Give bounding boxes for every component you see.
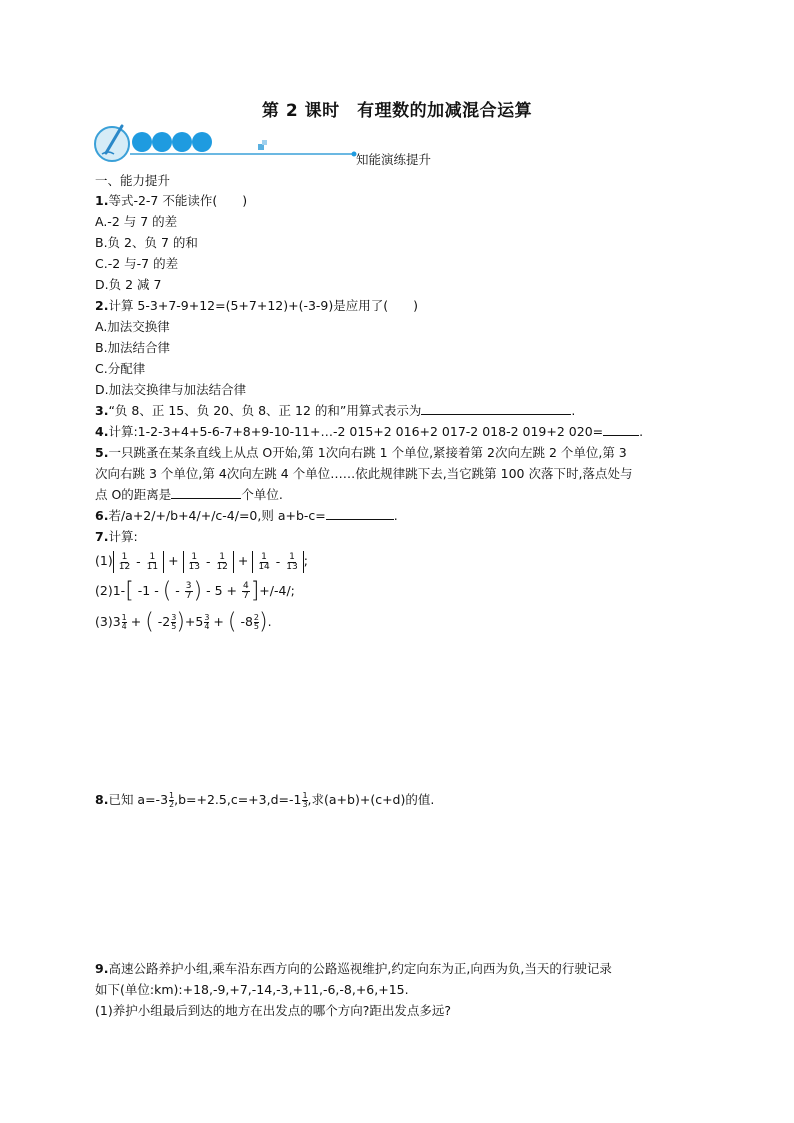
banner-square <box>262 140 267 145</box>
q2-option-a: A.加法交换律 <box>95 319 170 334</box>
question-5-line2: 次向右跳 3 个单位,第 4次向左跳 4 个单位……依此规律跳下去,当它跳第 100 次落下时,落点处与 <box>95 466 633 481</box>
q1-option-d: D.负 2 减 7 <box>95 277 162 292</box>
banner-dot <box>192 132 212 152</box>
q1-option-b: B.负 2、负 7 的和 <box>95 235 198 250</box>
question-7: 7.计算: <box>95 529 138 544</box>
answer-blank[interactable] <box>603 423 639 436</box>
banner-label: 知能演练提升 <box>356 152 432 167</box>
question-9-part-1: (1)养护小组最后到达的地方在出发点的哪个方向?距出发点多远? <box>95 1003 451 1018</box>
q2-option-d: D.加法交换律与加法结合律 <box>95 382 247 397</box>
question-5: 5.一只跳蚤在某条直线上从点 O开始,第 1次向右跳 1 个单位,紧接着第 2次向左跳 2 个单位,第 3 <box>95 445 627 460</box>
q2-option-c: C.分配律 <box>95 361 146 376</box>
question-9-line2: 如下(单位:km):+18,-9,+7,-14,-3,+11,-6,-8,+6,+15. <box>95 982 409 997</box>
banner-dot <box>172 132 192 152</box>
banner-dot <box>152 132 172 152</box>
question-3: 3.“负 8、正 15、负 20、负 8、正 12 的和”用算式表示为 . <box>95 403 576 418</box>
answer-blank[interactable] <box>326 507 394 520</box>
question-6: 6.若/a+2/+/b+4/+/c-4/=0,则 a+b-c= . <box>95 508 398 523</box>
banner-dot <box>132 132 152 152</box>
question-9: 9.高速公路养护小组,乘车沿东西方向的公路巡视维护,约定向东为正,向西为负,当天的行驶记录 <box>95 961 612 976</box>
pen-icon <box>95 126 129 161</box>
question-8: 8.已知 a=-3 $\frac{1}{2}$ ,b=+2.5,c=+3,d=-1 $\frac{1}{3}$ ,求(a+b)+(c+d)的值. <box>95 791 435 809</box>
q2-option-b: B.加法结合律 <box>95 340 171 355</box>
q7-part-3: (3)3 $\frac{1}{4}$ + ( -2 $\frac{3}{5}$ )+5 $\frac{3}{4}$ + ( -8 $\frac{2}{5}$ ). <box>95 609 272 635</box>
answer-blank[interactable] <box>171 486 241 499</box>
q1-option-c: C.-2 与-7 的差 <box>95 256 179 271</box>
question-5-line3: 点 O的距离是 个单位. <box>95 487 283 502</box>
question-1: 1.等式-2-7 不能读作( ) <box>95 193 248 208</box>
section-banner <box>92 120 512 170</box>
q1-option-a: A.-2 与 7 的差 <box>95 214 178 229</box>
page-title: 第 2 课时 有理数的加减混合运算 <box>261 101 533 121</box>
section-heading: 一、能力提升 <box>95 173 171 188</box>
question-4: 4.计算:1-2-3+4+5-6-7+8+9-10-11+…-2 015+2 016+2 017-2 018-2 019+2 020= . <box>95 424 644 439</box>
q7-part-2: (2)1-[ -1 - ( - $\frac{3}{7}$ ) - 5 + $\frac{4}{7}$ ]+/-4/; <box>95 578 295 604</box>
answer-blank[interactable] <box>421 402 571 415</box>
question-2: 2.计算 5-3+7-9+12=(5+7+12)+(-3-9)是应用了( ) <box>95 298 419 313</box>
q7-part-1: (1) $\frac{1}{12}$ - $\frac{1}{11}$ + $\frac{1}{13}$ - $\frac{1}{12}$ + $\frac{1}{14}$ - $\frac{1}{13}$ ; <box>95 551 308 572</box>
